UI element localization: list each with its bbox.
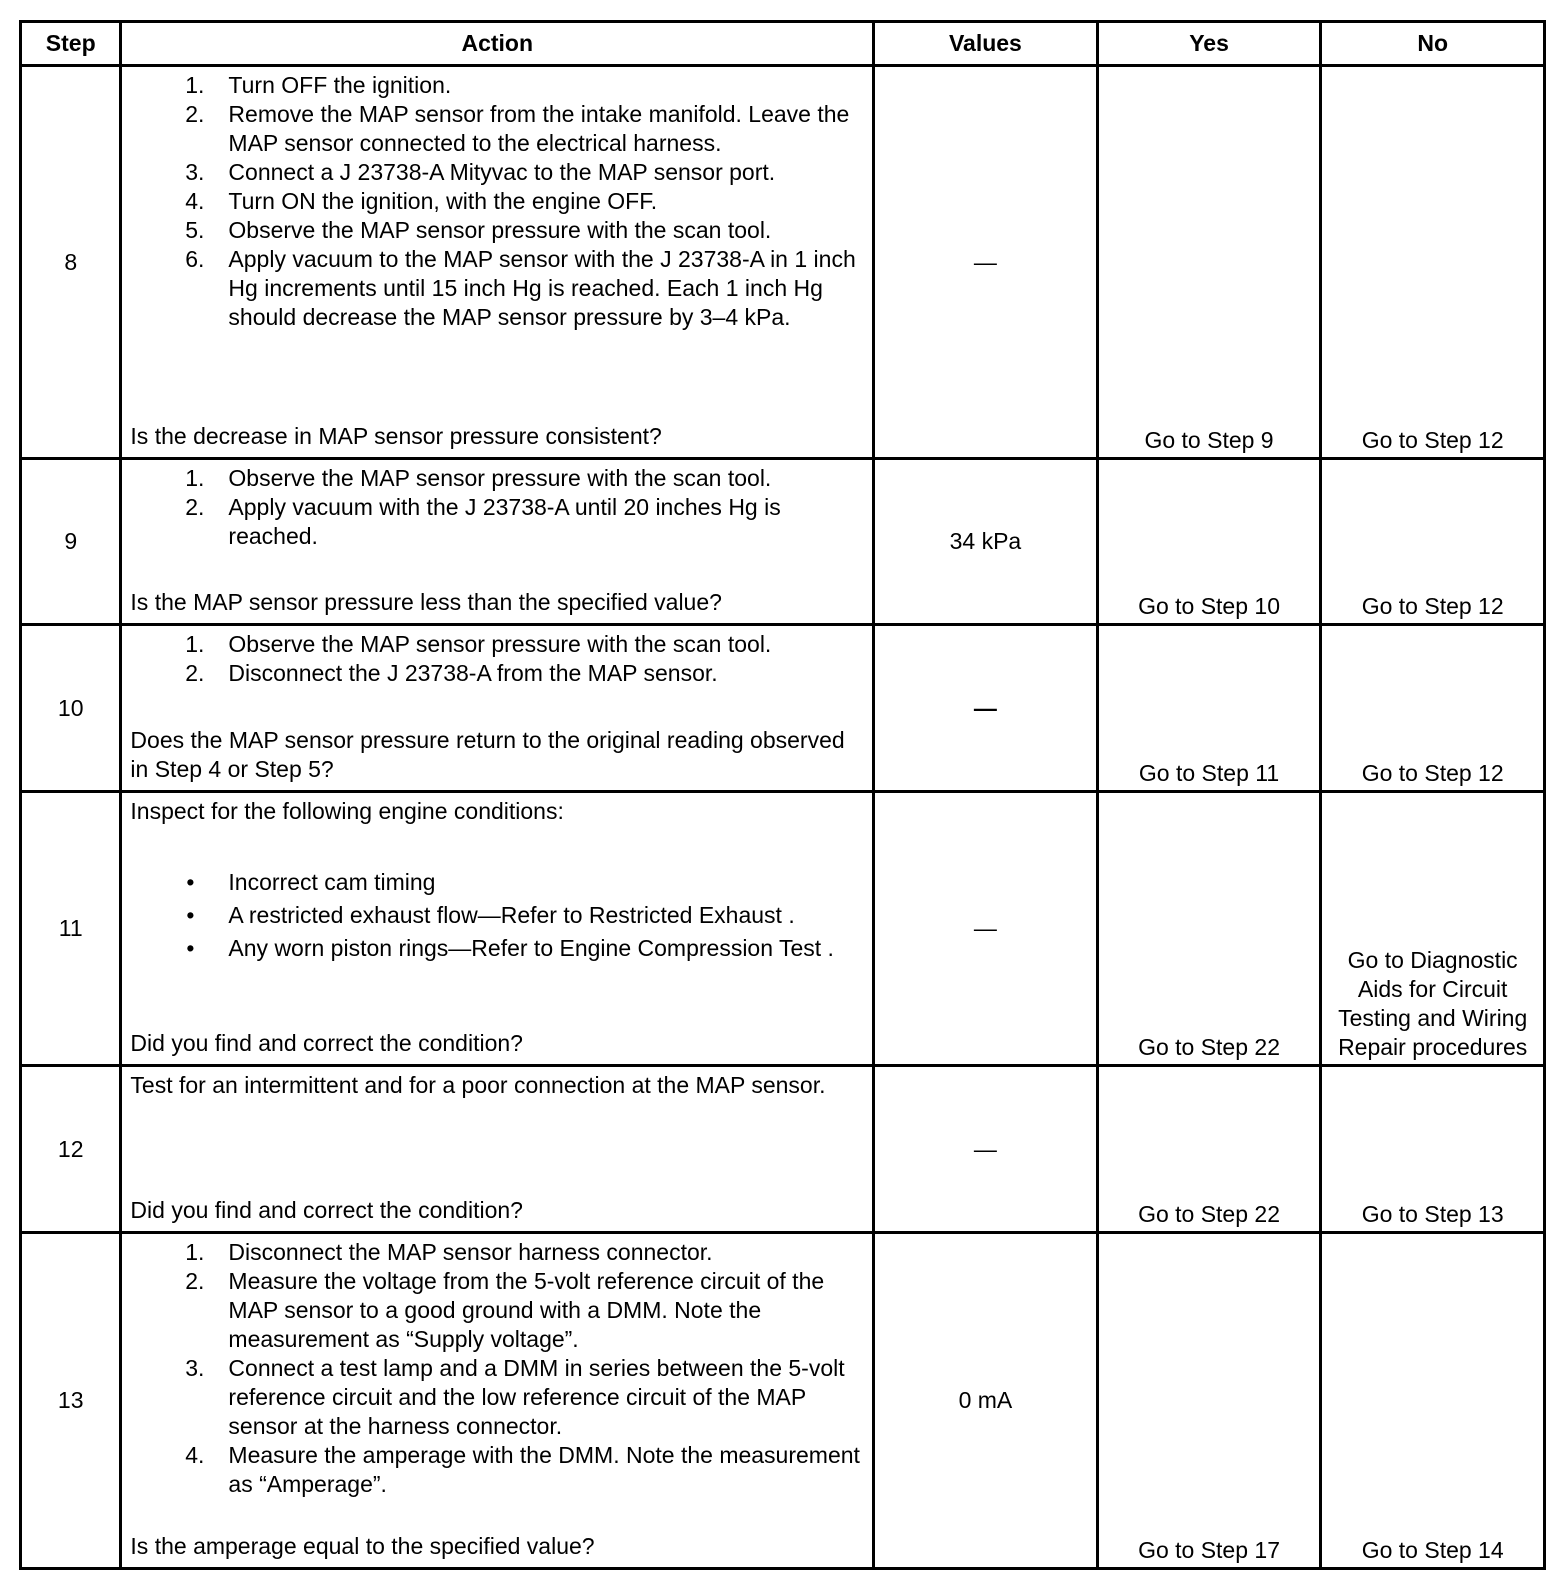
list-item: 1. Turn OFF the ignition. [185, 72, 452, 98]
question: Is the MAP sensor pressure less than the specified value? [130, 589, 722, 615]
numbered-list [130, 630, 864, 688]
question: Does the MAP sensor pressure return to the original reading observed in Step 4 or Step 5? [130, 727, 845, 782]
numbered-list [130, 71, 864, 332]
yes-cell: Go to Step 17 [1097, 1233, 1321, 1569]
no-cell: Go to Step 12 [1321, 625, 1545, 792]
yes-cell: Go to Step 11 [1097, 625, 1321, 792]
action-cell [121, 792, 874, 1066]
list-item: 4. Measure the amperage with the DMM. Note the measurement as “Amperage”. [185, 1442, 860, 1497]
header-no: No [1321, 22, 1545, 66]
step-number: 8 [21, 66, 121, 459]
header-values: Values [874, 22, 1098, 66]
step-number: 9 [21, 459, 121, 625]
list-item: 1. Observe the MAP sensor pressure with the scan tool. [185, 465, 772, 491]
table-row [21, 1066, 1545, 1233]
list-item: 2. Remove the MAP sensor from the intake manifold. Leave the MAP sensor connected to the electrical harness. [185, 101, 850, 156]
question: Is the amperage equal to the specified value? [130, 1533, 595, 1559]
question: Did you find and correct the condition? [130, 1197, 523, 1223]
step-number: 10 [21, 625, 121, 792]
table-row [21, 459, 1545, 625]
yes-cell: Go to Step 9 [1097, 66, 1321, 459]
list-item: 3. Connect a J 23738-A Mityvac to the MAP sensor port. [185, 159, 776, 185]
action-cell [121, 459, 874, 625]
action-cell [121, 1233, 874, 1569]
list-item: 5. Observe the MAP sensor pressure with the scan tool. [185, 217, 772, 243]
table-row [21, 1233, 1545, 1569]
no-cell: Go to Diagnostic Aids for Circuit Testing and Wiring Repair procedures [1321, 792, 1545, 1066]
list-item: 1. Observe the MAP sensor pressure with the scan tool. [185, 631, 772, 657]
list-item: 2. Disconnect the J 23738-A from the MAP sensor. [185, 660, 718, 686]
intro-text: Inspect for the following engine conditions: [130, 798, 564, 824]
question: Did you find and correct the condition? [130, 1030, 523, 1056]
value-cell: — [874, 792, 1098, 1066]
value-cell: — [874, 625, 1098, 792]
intro-text: Test for an intermittent and for a poor connection at the MAP sensor. [130, 1072, 826, 1098]
header-action: Action [121, 22, 874, 66]
list-item: 3. Connect a test lamp and a DMM in series between the 5-volt reference circuit and the low reference circuit of the MAP sensor at the harness connector. [185, 1355, 845, 1439]
action-cell [121, 625, 874, 792]
step-number: 12 [21, 1066, 121, 1233]
list-item: 2. Measure the voltage from the 5-volt reference circuit of the MAP sensor to a good ground with a DMM. Note the measurement as “Supply voltage”. [185, 1268, 825, 1352]
action-cell [121, 66, 874, 459]
numbered-list [130, 1238, 864, 1499]
question: Is the decrease in MAP sensor pressure consistent? [130, 423, 662, 449]
list-item: 4. Turn ON the ignition, with the engine OFF. [185, 188, 658, 214]
list-item: 2. Apply vacuum with the J 23738-A until 20 inches Hg is reached. [185, 494, 781, 549]
no-cell: Go to Step 12 [1321, 66, 1545, 459]
step-number: 13 [21, 1233, 121, 1569]
list-item: 1. Disconnect the MAP sensor harness connector. [185, 1239, 713, 1265]
no-cell: Go to Step 12 [1321, 459, 1545, 625]
table-row [21, 66, 1545, 459]
bullet-list [130, 868, 864, 967]
yes-cell: Go to Step 22 [1097, 1066, 1321, 1233]
step-number: 11 [21, 792, 121, 1066]
yes-cell: Go to Step 22 [1097, 792, 1321, 1066]
table-row [21, 792, 1545, 1066]
value-cell: — [874, 66, 1098, 459]
action-cell [121, 1066, 874, 1233]
diagnostic-table [19, 20, 1546, 1570]
list-item: • A restricted exhaust flow—Refer to Restricted Exhaust . [186, 902, 795, 928]
list-item: • Incorrect cam timing [186, 869, 436, 895]
list-item: • Any worn piston rings—Refer to Engine Compression Test . [186, 935, 834, 961]
value-cell: — [874, 1066, 1098, 1233]
header-yes: Yes [1097, 22, 1321, 66]
list-item: 6. Apply vacuum to the MAP sensor with the J 23738-A in 1 inch Hg increments until 15 inch Hg is reached. Each 1 inch Hg should decrease the MAP sensor pressure by 3–4 kPa. [185, 246, 856, 330]
no-cell: Go to Step 13 [1321, 1066, 1545, 1233]
value-cell: 0 mA [874, 1233, 1098, 1569]
header-row [21, 22, 1545, 66]
value-cell: 34 kPa [874, 459, 1098, 625]
table-row [21, 625, 1545, 792]
header-step: Step [21, 22, 121, 66]
no-cell: Go to Step 14 [1321, 1233, 1545, 1569]
numbered-list [130, 464, 864, 551]
yes-cell: Go to Step 10 [1097, 459, 1321, 625]
